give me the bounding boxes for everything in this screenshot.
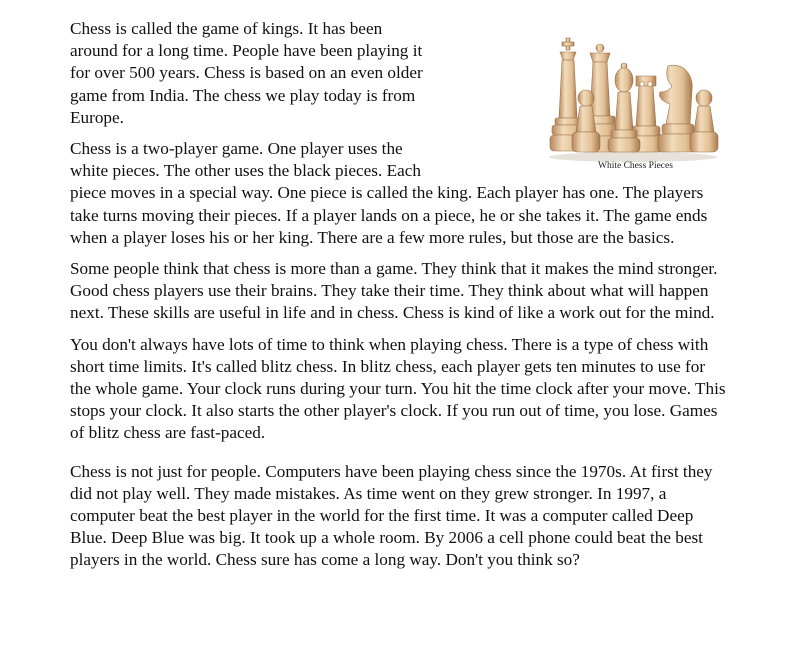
figure-caption: White Chess Pieces xyxy=(598,161,673,171)
paragraph-5: Chess is not just for people. Computers have been playing chess since the 1970s. At first they did not play well. They made mistakes. As time went on they grew stronger. In 1997, a computer beat the best player in the world for the first time. It was a computer called Deep Blue. Deep Blue was big. It took up a whole room. By 2006 a cell phone could beat the best players in the world. Chess sure has come a long way. Don't you think so? xyxy=(70,461,713,570)
paragraph-2: Chess is a two-player game. One player uses the white pieces. The other uses the black pieces. Each piece moves in a special way. One piece is called the king. Each player has one. The players take turns moving their pieces. If a player lands on a piece, he or she takes it. The game ends when a player loses his or her king. There are a few more rules, but those are the basics. xyxy=(70,139,708,247)
reading-passage xyxy=(70,18,730,572)
chess-figure xyxy=(446,18,730,171)
paragraph-3: Some people think that chess is more than a game. They think that it makes the mind stronger. Good chess players use their brains. They take their time. They think about what will happen next. These skills are useful in life and in chess. Chess is kind of like a work out for the mind. xyxy=(70,259,718,323)
paragraph-1: Chess is called the game of kings. It has been around for a long time. People have been playing it for over 500 years. Chess is based on an even older game from India. The chess we play today is from Europe. xyxy=(70,19,423,127)
paragraph-4: You don't always have lots of time to think when playing chess. There is a type of chess with short time limits. It's called blitz chess. In blitz chess, each player gets ten minutes to use for the whole game. Your clock runs during your turn. You hit the time clock after your move. This stops your clock. It also starts the other player's clock. If you run out of time, you lose. Games of blitz chess are fast-paced. xyxy=(70,334,726,443)
white-chess-pieces-icon xyxy=(538,36,728,164)
